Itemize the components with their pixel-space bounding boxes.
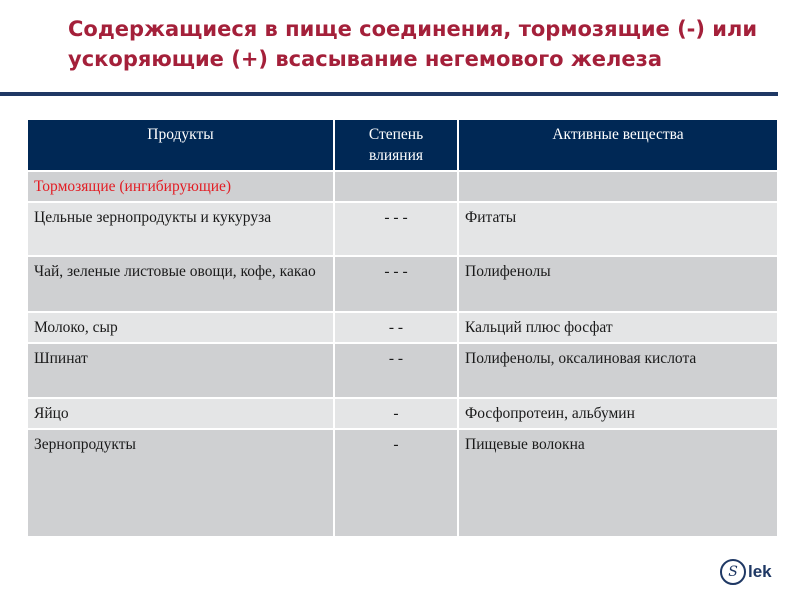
table-row: [28, 343, 777, 398]
cell-substance: [458, 171, 777, 202]
header-substances: Активные вещества: [458, 120, 777, 171]
cell-substance: Полифенолы, оксалиновая кислота: [458, 343, 777, 398]
lek-logo: [720, 559, 780, 587]
lek-logo-icon: S: [720, 559, 746, 585]
cell-degree: - - -: [334, 256, 458, 312]
title-divider: [0, 92, 778, 96]
iron-absorption-table: [28, 120, 777, 536]
cell-degree: - -: [334, 343, 458, 398]
table-row: [28, 312, 777, 343]
table-row: [28, 202, 777, 256]
cell-substance: Полифенолы: [458, 256, 777, 312]
header-degree: Степень влияния: [334, 120, 458, 171]
cell-product: Яйцо: [28, 398, 334, 429]
cell-degree: -: [334, 398, 458, 429]
cell-product: Молоко, сыр: [28, 312, 334, 343]
cell-substance: Пищевые волокна: [458, 429, 777, 536]
cell-product: Цельные зернопродукты и кукуруза: [28, 202, 334, 256]
cell-product: Чай, зеленые листовые овощи, кофе, какао: [28, 256, 334, 312]
cell-substance: Фосфопротеин, альбумин: [458, 398, 777, 429]
logo-text: lek: [748, 562, 772, 581]
cell-product: Зернопродукты: [28, 429, 334, 536]
cell-substance: Кальций плюс фосфат: [458, 312, 777, 343]
cell-degree: - -: [334, 312, 458, 343]
cell-product: Шпинат: [28, 343, 334, 398]
header-products: Продукты: [28, 120, 334, 171]
table-row: [28, 429, 777, 536]
cell-degree: [334, 171, 458, 202]
cell-degree: -: [334, 429, 458, 536]
cell-substance: Фитаты: [458, 202, 777, 256]
table-header-row: [28, 120, 777, 171]
table-row: [28, 256, 777, 312]
slide-title: Содержащиеся в пище соединения, тормозящие (-) или ускоряющие (+) всасывание негемового железа: [68, 17, 758, 71]
table-row: [28, 398, 777, 429]
cell-degree: - - -: [334, 202, 458, 256]
table-row-category: [28, 171, 777, 202]
cell-product: Тормозящие (ингибирующие): [28, 171, 334, 202]
